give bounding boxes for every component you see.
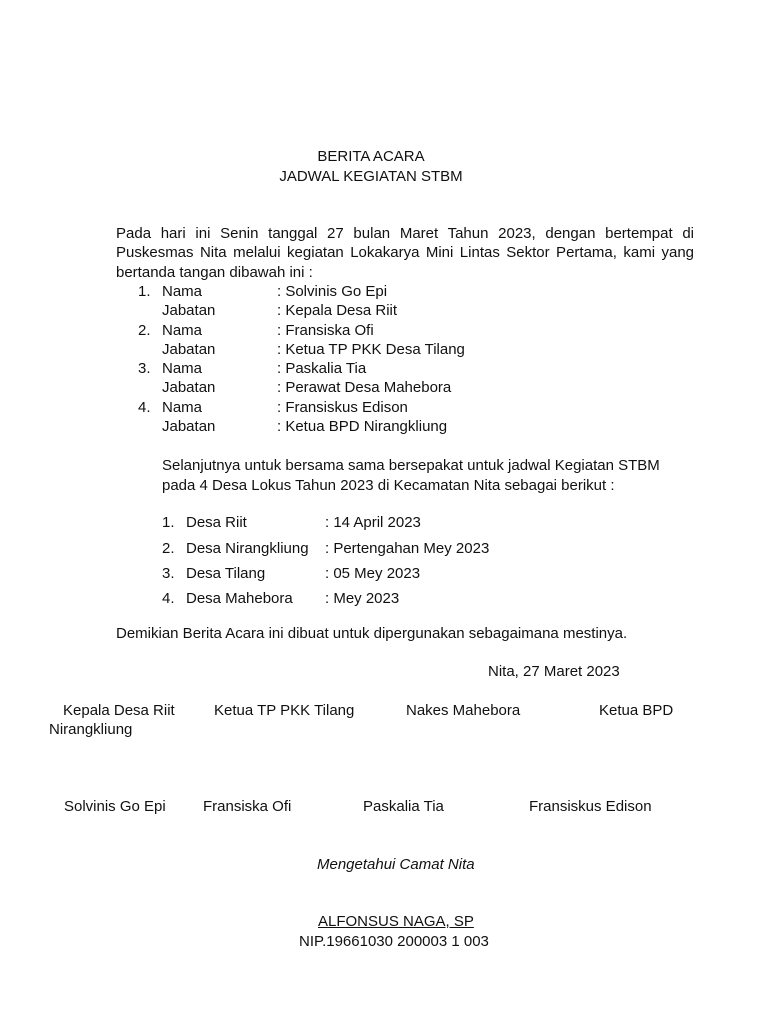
nama-label: Nama bbox=[162, 283, 203, 300]
jabatan-label: Jabatan bbox=[162, 341, 216, 358]
list-number: 1. bbox=[138, 283, 151, 300]
jabatan-label: Jabatan bbox=[162, 302, 216, 319]
list-number: 4. bbox=[138, 399, 151, 416]
village-name: Desa Nirangkliung bbox=[186, 540, 309, 557]
nama-label: Nama bbox=[162, 360, 203, 377]
signatory-name-1: Solvinis Go Epi bbox=[64, 798, 166, 815]
signatory-title-2: Ketua TP PKK Tilang bbox=[214, 702, 355, 719]
schedule-date: : Mey 2023 bbox=[325, 590, 400, 607]
schedule-date: : 14 April 2023 bbox=[325, 514, 421, 531]
place-date: Nita, 27 Maret 2023 bbox=[488, 663, 620, 680]
jabatan-label: Jabatan bbox=[162, 418, 216, 435]
signatory-name-4: Fransiskus Edison bbox=[529, 798, 652, 815]
agreement-line-1: Selanjutnya untuk bersama sama bersepakat untuk jadwal Kegiatan STBM bbox=[162, 457, 660, 474]
document-subtitle: JADWAL KEGIATAN STBM bbox=[279, 168, 463, 185]
participant-position: : Kepala Desa Riit bbox=[277, 302, 398, 319]
intro-paragraph: Pada hari ini Senin tanggal 27 bulan Maret Tahun 2023, dengan bertempat di Puskesmas Nita melalui kegiatan Lokakarya Mini Lintas Sektor Pertama, kami yang bertanda tangan dibawah ini : bbox=[116, 225, 694, 281]
jabatan-label: Jabatan bbox=[162, 379, 216, 396]
nama-label: Nama bbox=[162, 322, 203, 339]
closing-statement: Demikian Berita Acara ini dibuat untuk dipergunakan sebagaimana mestinya. bbox=[116, 625, 628, 642]
list-number: 1. bbox=[162, 514, 175, 531]
signatory-title-3: Nakes Mahebora bbox=[406, 702, 521, 719]
approver-name: ALFONSUS NAGA, SP bbox=[318, 913, 474, 930]
approver-nip: NIP.19661030 200003 1 003 bbox=[299, 933, 489, 950]
participant-name: : Fransiskus Edison bbox=[277, 399, 408, 416]
list-number: 3. bbox=[138, 360, 151, 377]
village-name: Desa Tilang bbox=[186, 565, 266, 582]
participant-position: : Perawat Desa Mahebora bbox=[277, 379, 452, 396]
signatory-title-1: Kepala Desa Riit bbox=[63, 702, 175, 719]
participant-name: : Solvinis Go Epi bbox=[277, 283, 388, 300]
signatory-title-4: Ketua BPD bbox=[599, 702, 674, 719]
village-name: Desa Riit bbox=[186, 514, 247, 531]
document-title: BERITA ACARA bbox=[317, 148, 425, 165]
list-number: 2. bbox=[138, 322, 151, 339]
signatory-title-4-continued: Nirangkliung bbox=[49, 721, 133, 738]
list-number: 3. bbox=[162, 565, 175, 582]
participant-position: : Ketua BPD Nirangkliung bbox=[277, 418, 448, 435]
list-number: 4. bbox=[162, 590, 175, 607]
participant-name: : Fransiska Ofi bbox=[277, 322, 374, 339]
village-name: Desa Mahebora bbox=[186, 590, 293, 607]
signatory-name-3: Paskalia Tia bbox=[363, 798, 444, 815]
participant-name: : Paskalia Tia bbox=[277, 360, 367, 377]
agreement-line-2: pada 4 Desa Lokus Tahun 2023 di Kecamatan Nita sebagai berikut : bbox=[162, 477, 615, 494]
schedule-date: : Pertengahan Mey 2023 bbox=[325, 540, 490, 557]
nama-label: Nama bbox=[162, 399, 203, 416]
schedule-date: : 05 Mey 2023 bbox=[325, 565, 421, 582]
participant-position: : Ketua TP PKK Desa Tilang bbox=[277, 341, 465, 358]
list-number: 2. bbox=[162, 540, 175, 557]
signatory-name-2: Fransiska Ofi bbox=[203, 798, 292, 815]
approval-label: Mengetahui Camat Nita bbox=[317, 856, 475, 873]
